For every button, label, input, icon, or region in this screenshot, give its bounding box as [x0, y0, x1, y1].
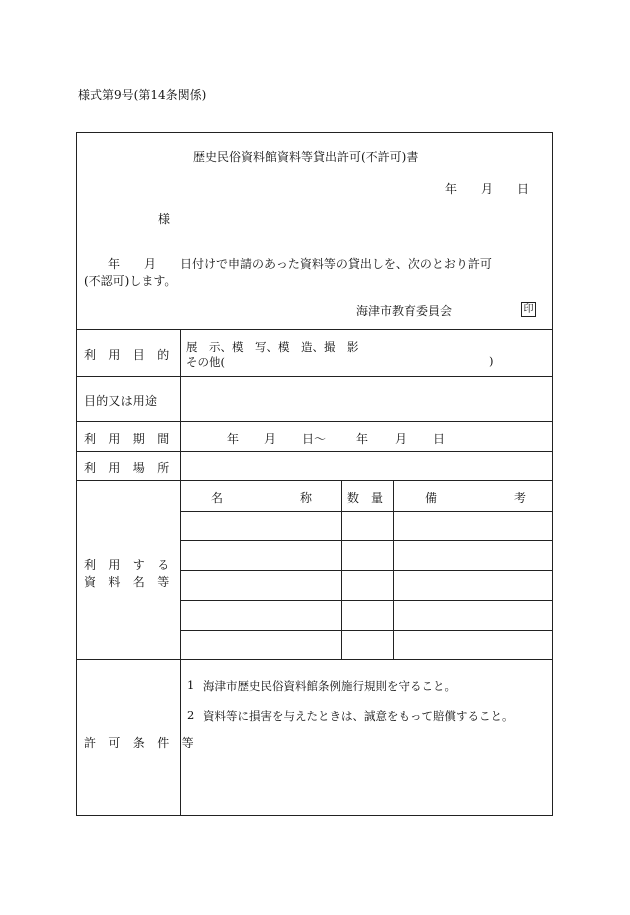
condition-1-number: 1	[187, 678, 195, 692]
divider	[76, 659, 553, 660]
column-divider	[393, 480, 394, 659]
materials-label-line1: 利 用 す る	[84, 558, 170, 572]
period-start-year: 年	[227, 432, 240, 446]
column-header-notes-a: 備	[425, 491, 438, 505]
divider	[76, 480, 553, 481]
addressee-suffix: 様	[158, 212, 171, 226]
place-label: 利 用 場 所	[84, 461, 170, 475]
period-end-year: 年	[356, 432, 369, 446]
body-text-line1: 年 月 日付けで申請のあった資料等の貸出しを、次のとおり許可	[84, 257, 492, 271]
column-header-notes-b: 考	[514, 491, 527, 505]
seal-mark: 印	[521, 302, 536, 317]
column-header-name-a: 名	[211, 491, 224, 505]
purpose-label: 利 用 目 的	[84, 348, 170, 362]
period-label: 利 用 期 間	[84, 432, 170, 446]
condition-2-text: 資料等に損害を与えたときは、誠意をもって賠償すること。	[203, 709, 514, 723]
divider	[180, 600, 553, 601]
period-start-month: 月	[264, 432, 277, 446]
issue-date: 年 月 日	[445, 182, 530, 196]
divider	[76, 329, 553, 330]
use-label: 目的又は用途	[84, 394, 158, 408]
column-header-name-b: 称	[300, 491, 313, 505]
divider	[180, 540, 553, 541]
divider	[180, 630, 553, 631]
divider	[76, 451, 553, 452]
divider	[76, 376, 553, 377]
period-end-month: 月	[395, 432, 408, 446]
condition-2-number: 2	[187, 708, 195, 722]
purpose-other-close: )	[489, 354, 494, 368]
condition-1-text: 海津市歴史民俗資料館条例施行規則を守ること。	[203, 679, 456, 693]
document-title: 歴史民俗資料館資料等貸出許可(不許可)書	[193, 150, 419, 164]
form-number-label: 様式第9号(第14条関係)	[78, 88, 207, 102]
purpose-other: その他(	[186, 355, 225, 369]
divider	[76, 421, 553, 422]
period-end-day: 日	[433, 432, 446, 446]
divider	[180, 511, 553, 512]
body-text-line2: (不認可)します。	[84, 274, 177, 288]
period-start-day: 日～	[302, 432, 327, 446]
column-divider	[341, 480, 342, 659]
materials-label-line2: 資 料 名 等	[84, 575, 170, 589]
conditions-label: 許 可 条 件 等	[84, 736, 194, 750]
divider	[180, 570, 553, 571]
issuer-name: 海津市教育委員会	[356, 304, 453, 318]
purpose-options: 展 示、模 写、模 造、撮 影	[186, 340, 359, 354]
column-header-quantity: 数 量	[347, 491, 384, 505]
